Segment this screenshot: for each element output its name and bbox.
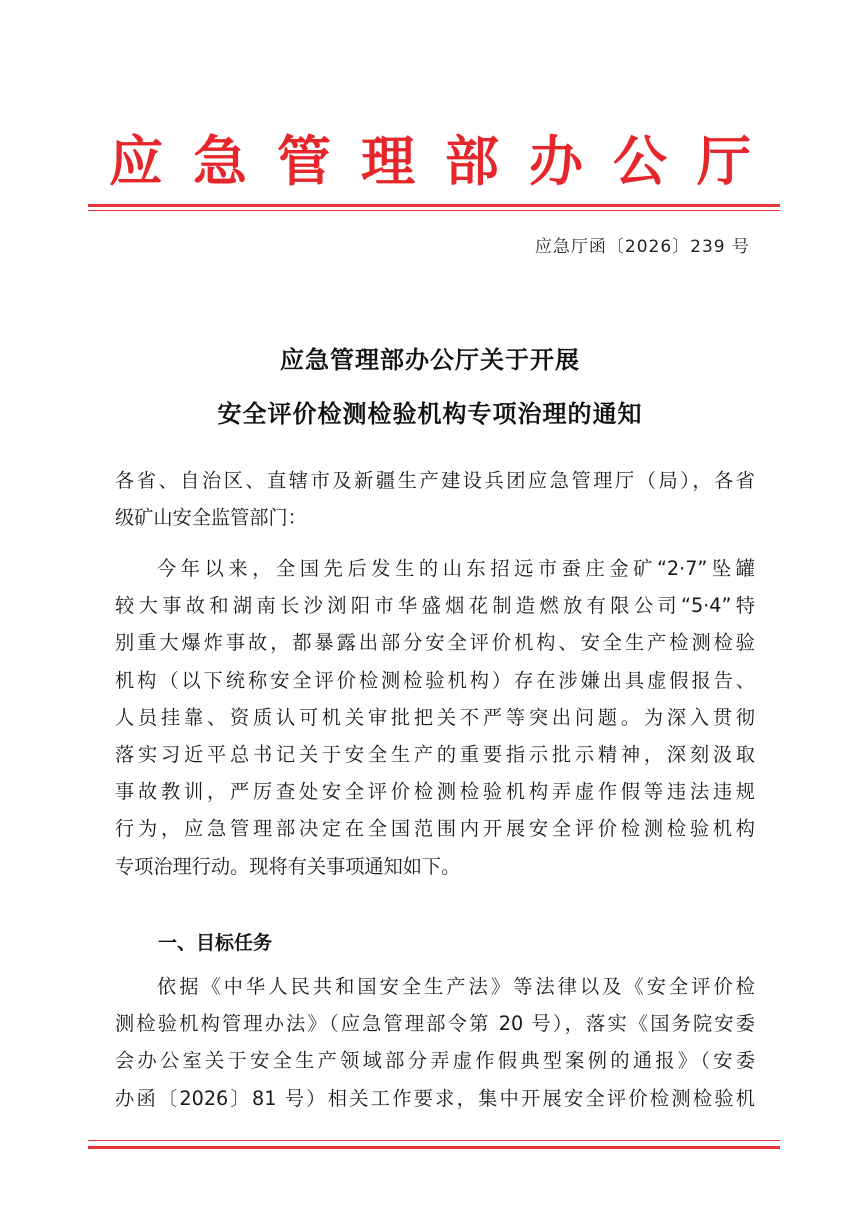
paragraph-line: 事故教训，严厉查处安全评价检测检验机构弄虚作假等违法违规 xyxy=(115,780,755,804)
addressee-line: 各省、自治区、直辖市及新疆生产建设兵团应急管理厅（局），各省 xyxy=(115,469,755,492)
paragraph-line: 别重大爆炸事故，都暴露出部分安全评价机构、安全生产检测检验 xyxy=(115,631,755,655)
header-rule-thin xyxy=(88,210,780,211)
paragraph-line: 今年以来，全国先后发生的山东招远市蚕庄金矿“2·7”坠罐 xyxy=(157,557,755,580)
footer-rule-thick xyxy=(88,1146,780,1149)
document-number: 应急厅函〔2026〕239 号 xyxy=(534,237,750,257)
notice-title-line-1: 应急管理部办公厅关于开展 xyxy=(280,346,580,374)
section-heading-goals: 一、目标任务 xyxy=(158,932,273,954)
paragraph-line: 办函〔2026〕81 号）相关工作要求，集中开展安全评价检测检验机 xyxy=(115,1086,755,1110)
paragraph-line: 会办公室关于安全生产领域部分弄虚作假典型案例的通报》（安委 xyxy=(115,1049,755,1073)
paragraph-2 xyxy=(115,968,755,1117)
footer-rule-thin xyxy=(88,1140,780,1141)
paragraph-line: 落实习近平总书记关于安全生产的重要指示批示精神，深刻汲取 xyxy=(115,742,755,766)
paragraph-1 xyxy=(115,550,755,885)
paragraph-line: 测检验机构管理办法》（应急管理部令第 20 号），落实《国务院安委 xyxy=(115,1012,755,1036)
paragraph-line: 人员挂靠、资质认可机关审批把关不严等突出问题。为深入贯彻 xyxy=(115,705,755,729)
addressee xyxy=(115,462,755,536)
addressee-line: 级矿山安全监管部门： xyxy=(115,506,307,530)
paragraph-line: 机构（以下统称安全评价检测检验机构）存在涉嫌出具虚假报告、 xyxy=(115,668,755,692)
header-rule-thick xyxy=(88,204,780,207)
paragraph-line: 依据《中华人民共和国安全生产法》等法律以及《安全评价检 xyxy=(157,975,755,998)
paragraph-line: 专项治理行动。现将有关事项通知如下。 xyxy=(115,854,461,878)
org-name-header: 应急管理部办公厅 xyxy=(109,129,781,193)
paragraph-line: 行为，应急管理部决定在全国范围内开展安全评价检测检验机构 xyxy=(115,817,755,841)
notice-title-line-2: 安全评价检测检验机构专项治理的通知 xyxy=(217,400,643,428)
paragraph-line: 较大事故和湖南长沙浏阳市华盛烟花制造燃放有限公司“5·4”特 xyxy=(115,594,755,618)
